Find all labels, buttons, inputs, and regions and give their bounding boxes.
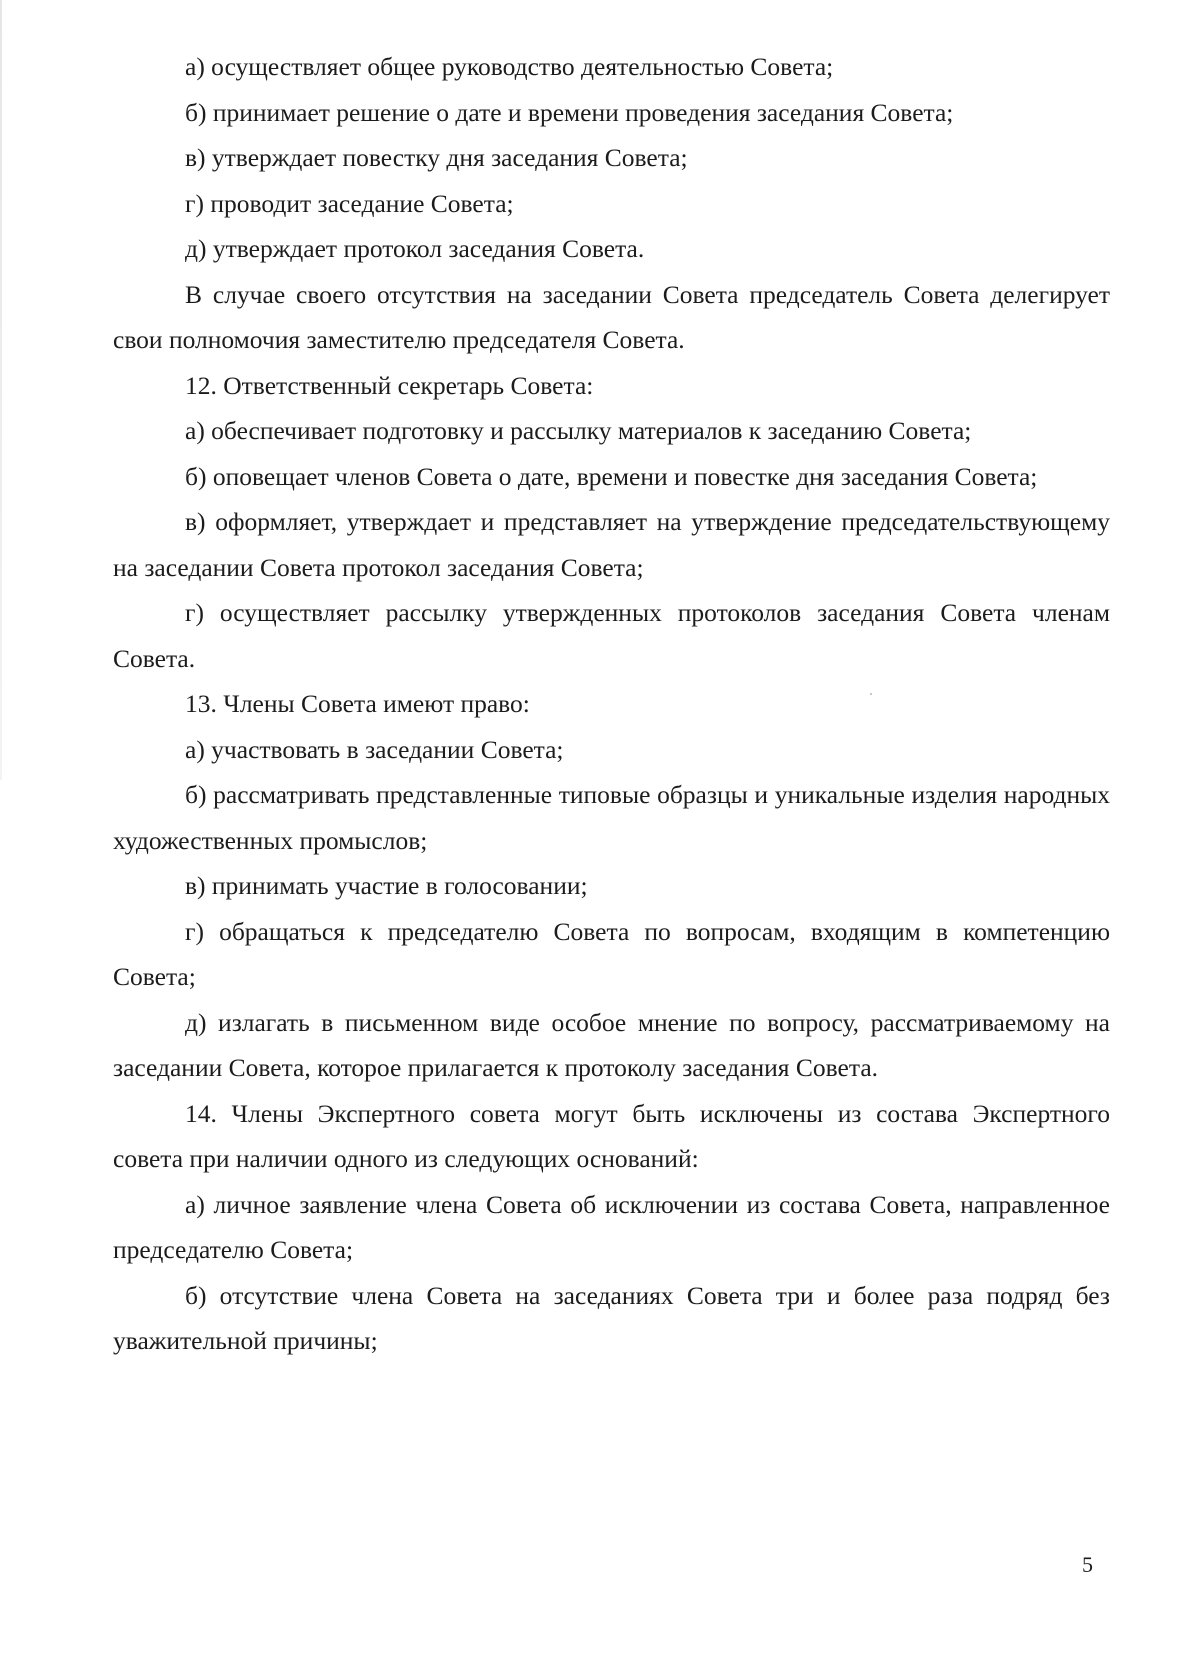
chairman-duty-b: б) принимает решение о дате и времени проведения заседания Совета; (185, 97, 954, 127)
secretary-duty-a: а) обеспечивает подготовку и рассылку материалов к заседанию Совета; (185, 416, 972, 445)
secretary-duty-v: в) оформляет, утверждает и представляет на утверждение председательствующему на заседании Совета протокол заседания Совета; (113, 507, 1110, 582)
member-right-d: д) излагать в письменном виде особое мнение по вопросу, рассматриваемому на заседании Совета, которое прилагается к протоколу заседания Совета. (113, 1007, 1110, 1082)
chairman-duty-a: а) осуществляет общее руководство деятельностью Совета; (185, 52, 834, 81)
document-body (113, 44, 1110, 1364)
chairman-absence-paragraph: В случае своего отсутствия на заседании Совета председатель Совета делегирует свои полномочия заместителю председателя Совета. (113, 279, 1110, 354)
chairman-duty-g: г) проводит заседание Совета; (185, 188, 514, 218)
member-right-b: б) рассматривать представленные типовые образцы и уникальные изделия народных художественных промыслов; (113, 780, 1110, 855)
exclusion-ground-b: б) отсутствие члена Совета на заседаниях Совета три и более раза подряд без уважительной причины; (113, 1280, 1110, 1355)
section-12-heading: 12. Ответственный секретарь Совета: (185, 370, 594, 400)
member-right-v: в) принимать участие в голосовании; (185, 871, 588, 900)
page-number: 5 (1082, 1552, 1093, 1577)
secretary-duty-g: г) осуществляет рассылку утвержденных протоколов заседания Совета членам Совета. (113, 598, 1110, 673)
secretary-duty-b: б) оповещает членов Совета о дате, времени и повестке дня заседания Совета; (185, 461, 1038, 491)
member-right-g: г) обращаться к председателю Совета по вопросам, входящим в компетенцию Совета; (113, 916, 1110, 991)
section-13-heading: 13. Члены Совета имеют право: (185, 689, 530, 718)
scan-edge-shadow (0, 0, 2, 780)
member-right-a: а) участвовать в заседании Совета; (185, 734, 564, 764)
chairman-duty-v: в) утверждает повестку дня заседания Совета; (185, 143, 688, 172)
chairman-duty-d: д) утверждает протокол заседания Совета. (185, 234, 645, 263)
exclusion-ground-a: а) личное заявление члена Совета об исключении из состава Совета, направленное председателю Совета; (113, 1189, 1110, 1264)
section-14-paragraph: 14. Члены Экспертного совета могут быть исключены из состава Экспертного совета при наличии одного из следующих оснований: (113, 1098, 1110, 1173)
